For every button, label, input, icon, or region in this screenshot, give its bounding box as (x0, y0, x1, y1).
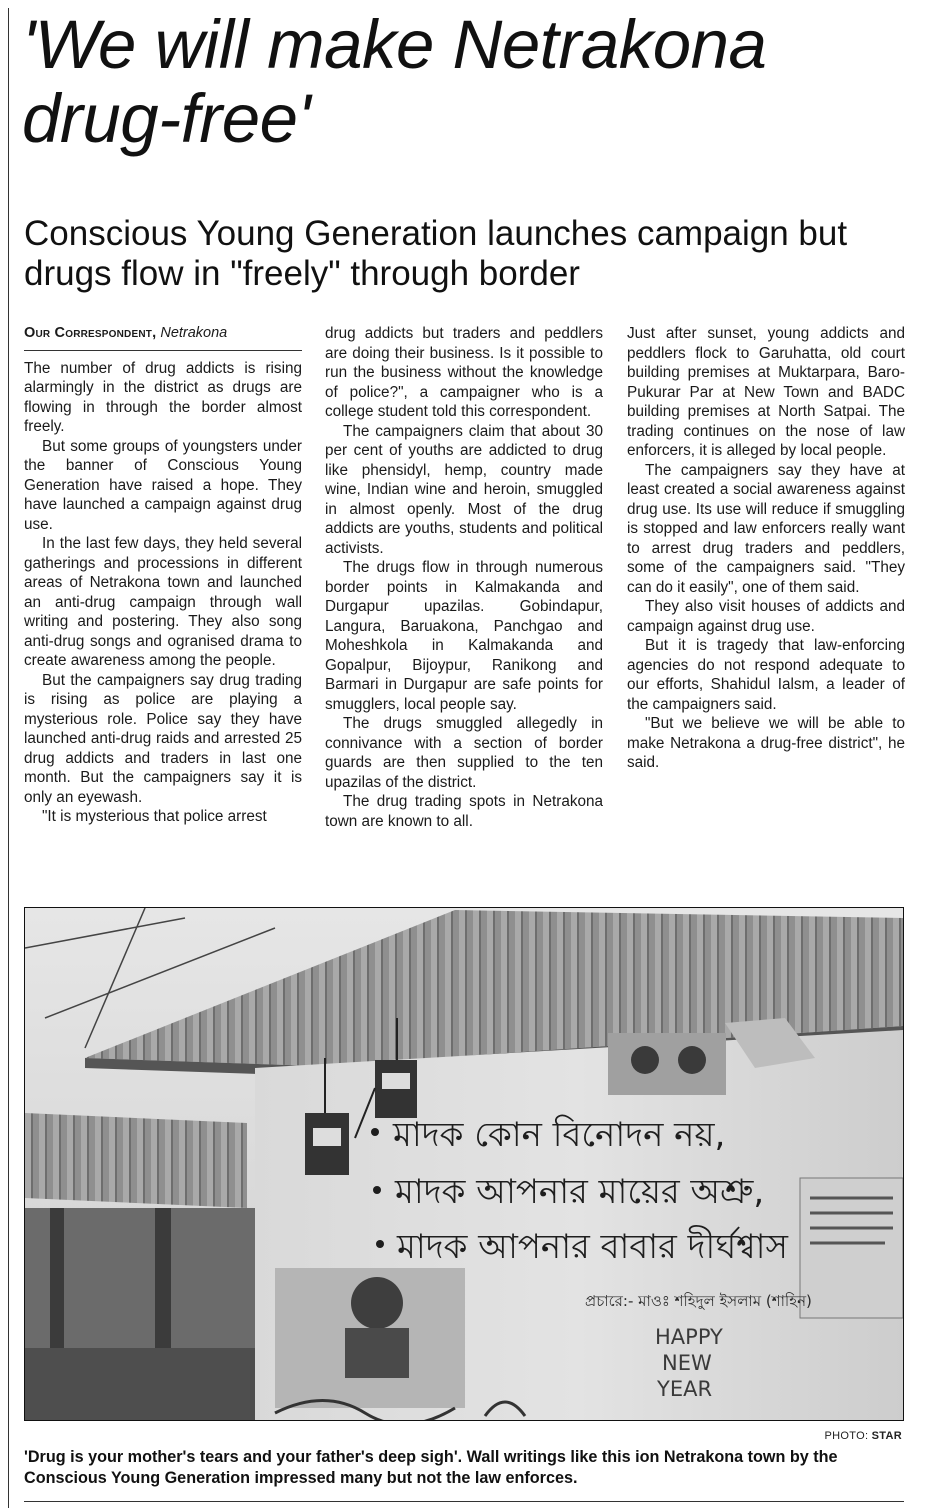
graffiti-text: YEAR (657, 1377, 713, 1401)
bottom-rule (24, 1501, 904, 1502)
graffiti-text: HAPPY (655, 1325, 723, 1349)
paragraph: But the campaigners say drug trading is rising as police are playing a mysterious role. Police say they have launched anti-drug raids and arrested 25 drug addicts and traders in last one month. But the campaigners say it is only an eyewash. (24, 671, 302, 806)
photo-caption: 'Drug is your mother's tears and your father's deep sigh'. Wall writings like this ion Netrakona town by the Conscious Young Generation impressed many but not the law enforces. (24, 1448, 838, 1487)
paragraph: The number of drug addicts is rising alarmingly in the district as drugs are flowing in through the border almost freely. (24, 359, 302, 435)
paragraph: The drug trading spots in Netrakona town are known to all. (325, 793, 603, 830)
paragraph: The campaigners say they have at least created a social awareness against drug use. Its use will reduce if smuggling is stopped and law enforcers really want to arrest drug traders and peddlers, some of the campaigners said. "They can do it easily", one of them said. (627, 461, 905, 596)
paragraph: The campaigners claim that about 30 per cent of youths are addicted to drug like phensidyl, hemp, country made wine, Indian wine and heroin, smuggled in almost openly. Most of the drug addicts are youths, students and political activists. (325, 422, 603, 557)
paragraph: They also visit houses of addicts and campaign against drug use. (627, 598, 905, 635)
paragraph: drug addicts but traders and peddlers are doing their business. Is it possible to run the business without the knowledge of police?", a campaigner who is a college student told this correspondent. (325, 325, 603, 420)
paragraph: The drugs flow in through numerous border points in Kalmakanda and Durgapur upazilas. Gobindapur, Langura, Baruakona, Panchgao and Moheshkola in Kalmakanda and Gopalpur, Bijoypur, Ranikong and Barmari in Durgapur are safe points for smugglers, local people say. (325, 559, 603, 713)
paragraph: But some groups of youngsters under the banner of Conscious Young Generation have raised a hope. They have launched a campaign against drug use. (24, 437, 302, 533)
headline: 'We will make Netrakona drug-free' (22, 6, 767, 157)
poster (608, 1033, 726, 1095)
photo-credit-label: PHOTO: (824, 1430, 869, 1442)
wall-writing-photo-illustration (25, 908, 903, 1420)
photo-credit-source: STAR (871, 1430, 902, 1442)
photo-credit (825, 1430, 902, 1442)
paragraph: In the last few days, they held several gatherings and processions in different areas of Netrakona town and launched an anti-drug campaign through wall writing and postering. They also song anti-drug songs and ogranised drama to create awareness among the people. (24, 535, 302, 669)
paragraph: The drugs smuggled allegedly in connivance with a section of border guards are then supplied to the ten upazilas of the district. (325, 715, 603, 791)
shed-roof (25, 1113, 247, 1208)
graffiti-text: NEW (662, 1351, 712, 1375)
byline-name: Our Correspondent, (24, 325, 157, 341)
left-column-rule (8, 8, 9, 1508)
wall-signature: প্রচারে:- মাওঃ শহিদুল ইসলাম (শাহিন) (585, 1292, 812, 1310)
paragraph: "It is mysterious that police arrest (42, 808, 267, 825)
byline (24, 324, 302, 351)
news-photo (24, 907, 904, 1421)
wall-writing-line: মাদক আপনার বাবার দীর্ঘশ্বাস (397, 1227, 788, 1267)
wall-writing-line: মাদক আপনার মায়ের অশ্রু, (395, 1172, 765, 1212)
article-column-2 (325, 324, 603, 894)
article-column-1 (24, 324, 302, 894)
paragraph: Just after sunset, young addicts and peddlers flock to Garuhatta, old court building premises at Muktarpara, Baro-Pukurar Par at New Town and BADC building premises at North Satpai. The trading continues on the nose of law enforcers, it is alleged by local people. (627, 325, 905, 459)
paragraph: But it is tragedy that law-enforcing agencies do not respond adequate to our efforts, Shahidul Ialsm, a leader of the campaigners said. (627, 637, 905, 713)
wall-writing-line: মাদক কোন বিনোদন নয়, (393, 1115, 726, 1155)
article-column-3 (627, 324, 905, 894)
subheadline: Conscious Young Generation launches campaign but drugs flow in "freely" through border (24, 214, 848, 293)
byline-place: Netrakona (160, 325, 228, 341)
paragraph: "But we believe we will be able to make Netrakona a drug-free district", he said. (627, 715, 905, 771)
